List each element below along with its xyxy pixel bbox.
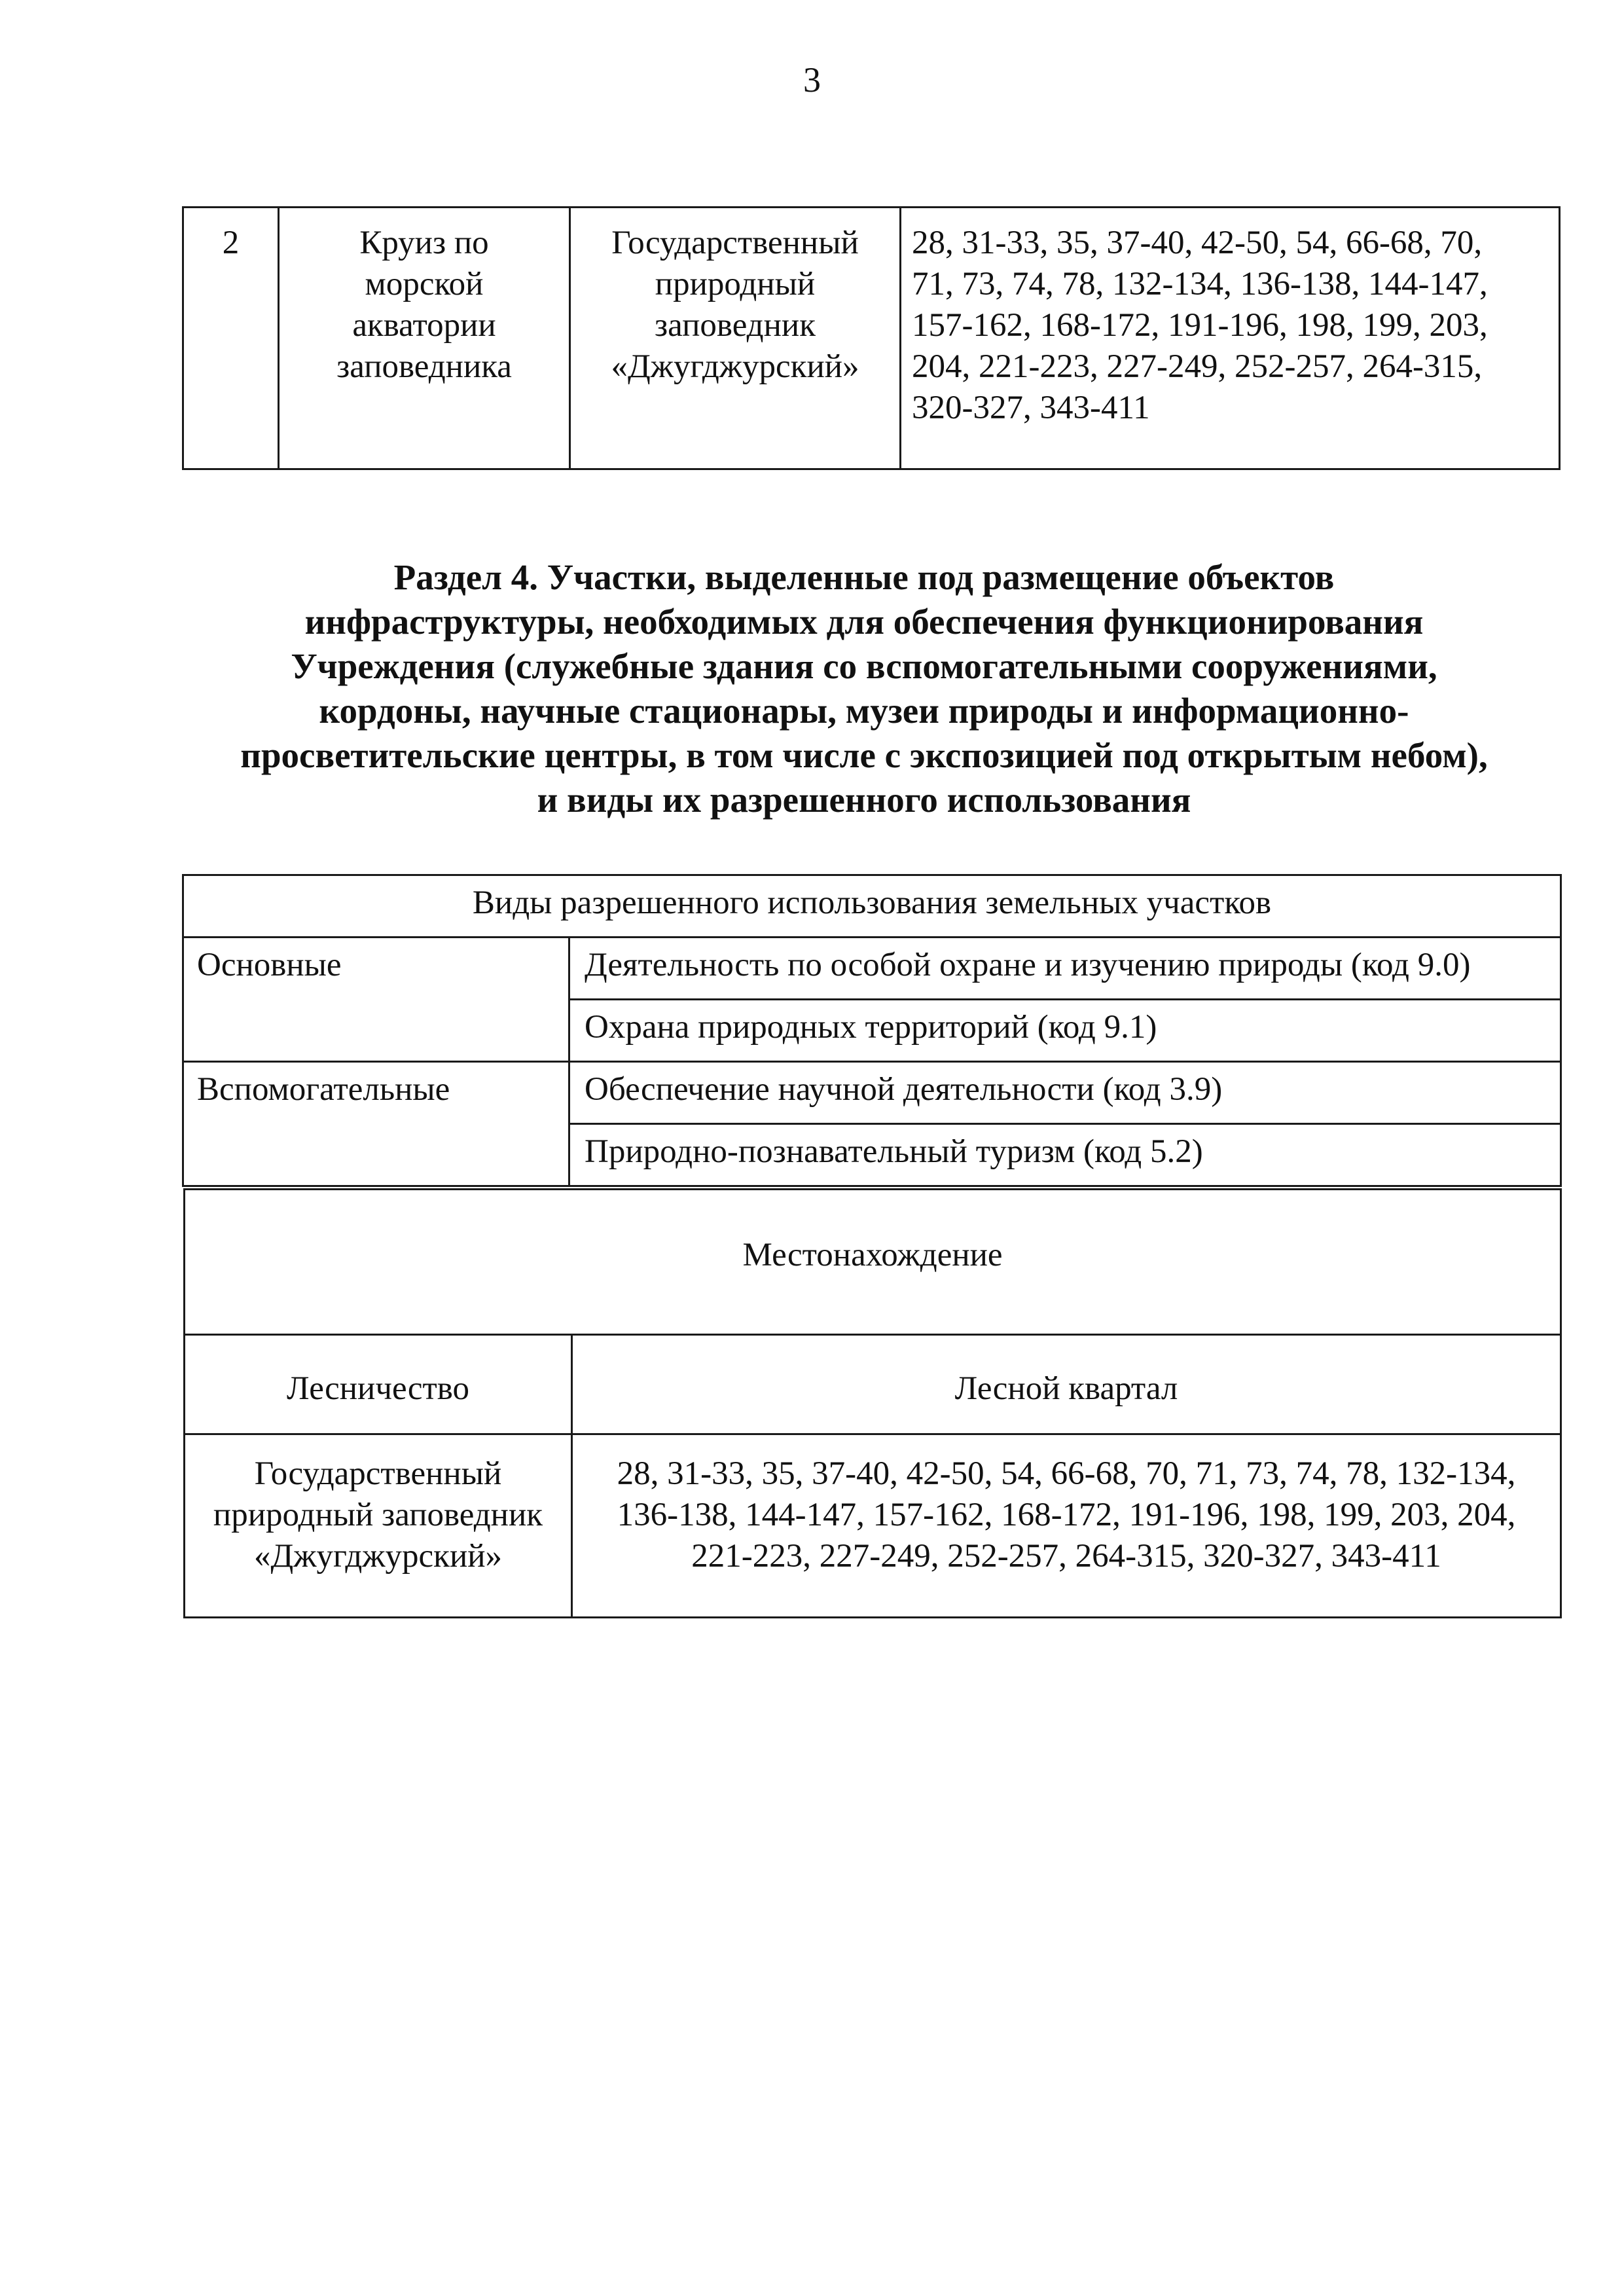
section-title-line: просветительские центры, в том числе с экспозицией под открытым небом),: [240, 735, 1488, 775]
group-label-auxiliary: Вспомогательные: [183, 1062, 569, 1186]
route-location-line: «Джугджурский»: [611, 348, 859, 385]
land-use-table: [182, 874, 1562, 1187]
route-name-line: акватории: [352, 307, 496, 344]
location-header: Местонахождение: [185, 1190, 1561, 1335]
section-title-line: инфраструктуры, необходимых для обеспечения функционирования: [304, 602, 1424, 642]
route-location-line: заповедник: [655, 307, 816, 344]
table-row: [183, 1062, 1561, 1124]
cruise-table: [182, 206, 1561, 470]
route-location: [570, 208, 901, 469]
forestry-cell: [185, 1434, 572, 1618]
forestry-column-header: Лесничество: [185, 1335, 572, 1434]
quarters-line: 71, 73, 74, 78, 132-134, 136-138, 144-147,: [912, 266, 1488, 302]
land-use-item: Деятельность по особой охране и изучению природы (код 9.0): [569, 938, 1561, 1000]
table-row: [183, 875, 1561, 938]
route-name-line: заповедника: [336, 348, 512, 385]
row-number: 2: [183, 208, 279, 469]
route-name-line: морской: [365, 266, 484, 302]
table-row: [183, 208, 1560, 469]
route-name: [279, 208, 570, 469]
route-name-line: Круиз по: [359, 225, 489, 261]
quarter-column-header: Лесной квартал: [572, 1335, 1561, 1434]
table-row: [185, 1190, 1561, 1335]
route-location-line: природный: [655, 266, 816, 302]
land-use-item: Обеспечение научной деятельности (код 3.9): [569, 1062, 1561, 1124]
group-label-main: Основные: [183, 938, 569, 1062]
land-use-item: Охрана природных территорий (код 9.1): [569, 1000, 1561, 1062]
land-use-item: Природно-познавательный туризм (код 5.2): [569, 1124, 1561, 1186]
quarters-line: 136-138, 144-147, 157-162, 168-172, 191-196, 198, 199, 203, 204,: [617, 1497, 1516, 1533]
page-number: 3: [803, 60, 821, 100]
quarters-line: 28, 31-33, 35, 37-40, 42-50, 54, 66-68, 70,: [912, 225, 1483, 261]
section-title-line: Раздел 4. Участки, выделенные под размещение объектов: [393, 557, 1335, 597]
table-row: [183, 938, 1561, 1000]
quarters-line: 157-162, 168-172, 191-196, 198, 199, 203,: [912, 307, 1488, 344]
quarters-cell: [572, 1434, 1561, 1618]
quarters-line: 28, 31-33, 35, 37-40, 42-50, 54, 66-68, 70, 71, 73, 74, 78, 132-134,: [617, 1455, 1516, 1492]
section-title: [196, 555, 1532, 822]
land-use-header: Виды разрешенного использования земельных участков: [183, 875, 1561, 938]
location-table: [183, 1188, 1562, 1618]
section-title-line: кордоны, научные стационары, музеи природы и информационно-: [319, 691, 1409, 731]
quarters-line: 221-223, 227-249, 252-257, 264-315, 320-327, 343-411: [691, 1538, 1441, 1575]
route-location-line: Государственный: [611, 225, 859, 261]
forestry-line: «Джугджурский»: [253, 1538, 503, 1575]
forestry-line: природный заповедник: [213, 1497, 543, 1533]
section-title-line: Учреждения (служебные здания со вспомогательными сооружениями,: [291, 646, 1437, 686]
section-title-line: и виды их разрешенного использования: [537, 780, 1191, 820]
forestry-line: Государственный: [254, 1455, 502, 1492]
quarters-line: 320-327, 343-411: [912, 390, 1150, 426]
table-row: [185, 1434, 1561, 1618]
quarters-line: 204, 221-223, 227-249, 252-257, 264-315,: [912, 348, 1483, 385]
table-row: [185, 1335, 1561, 1434]
route-quarters: [901, 208, 1560, 469]
